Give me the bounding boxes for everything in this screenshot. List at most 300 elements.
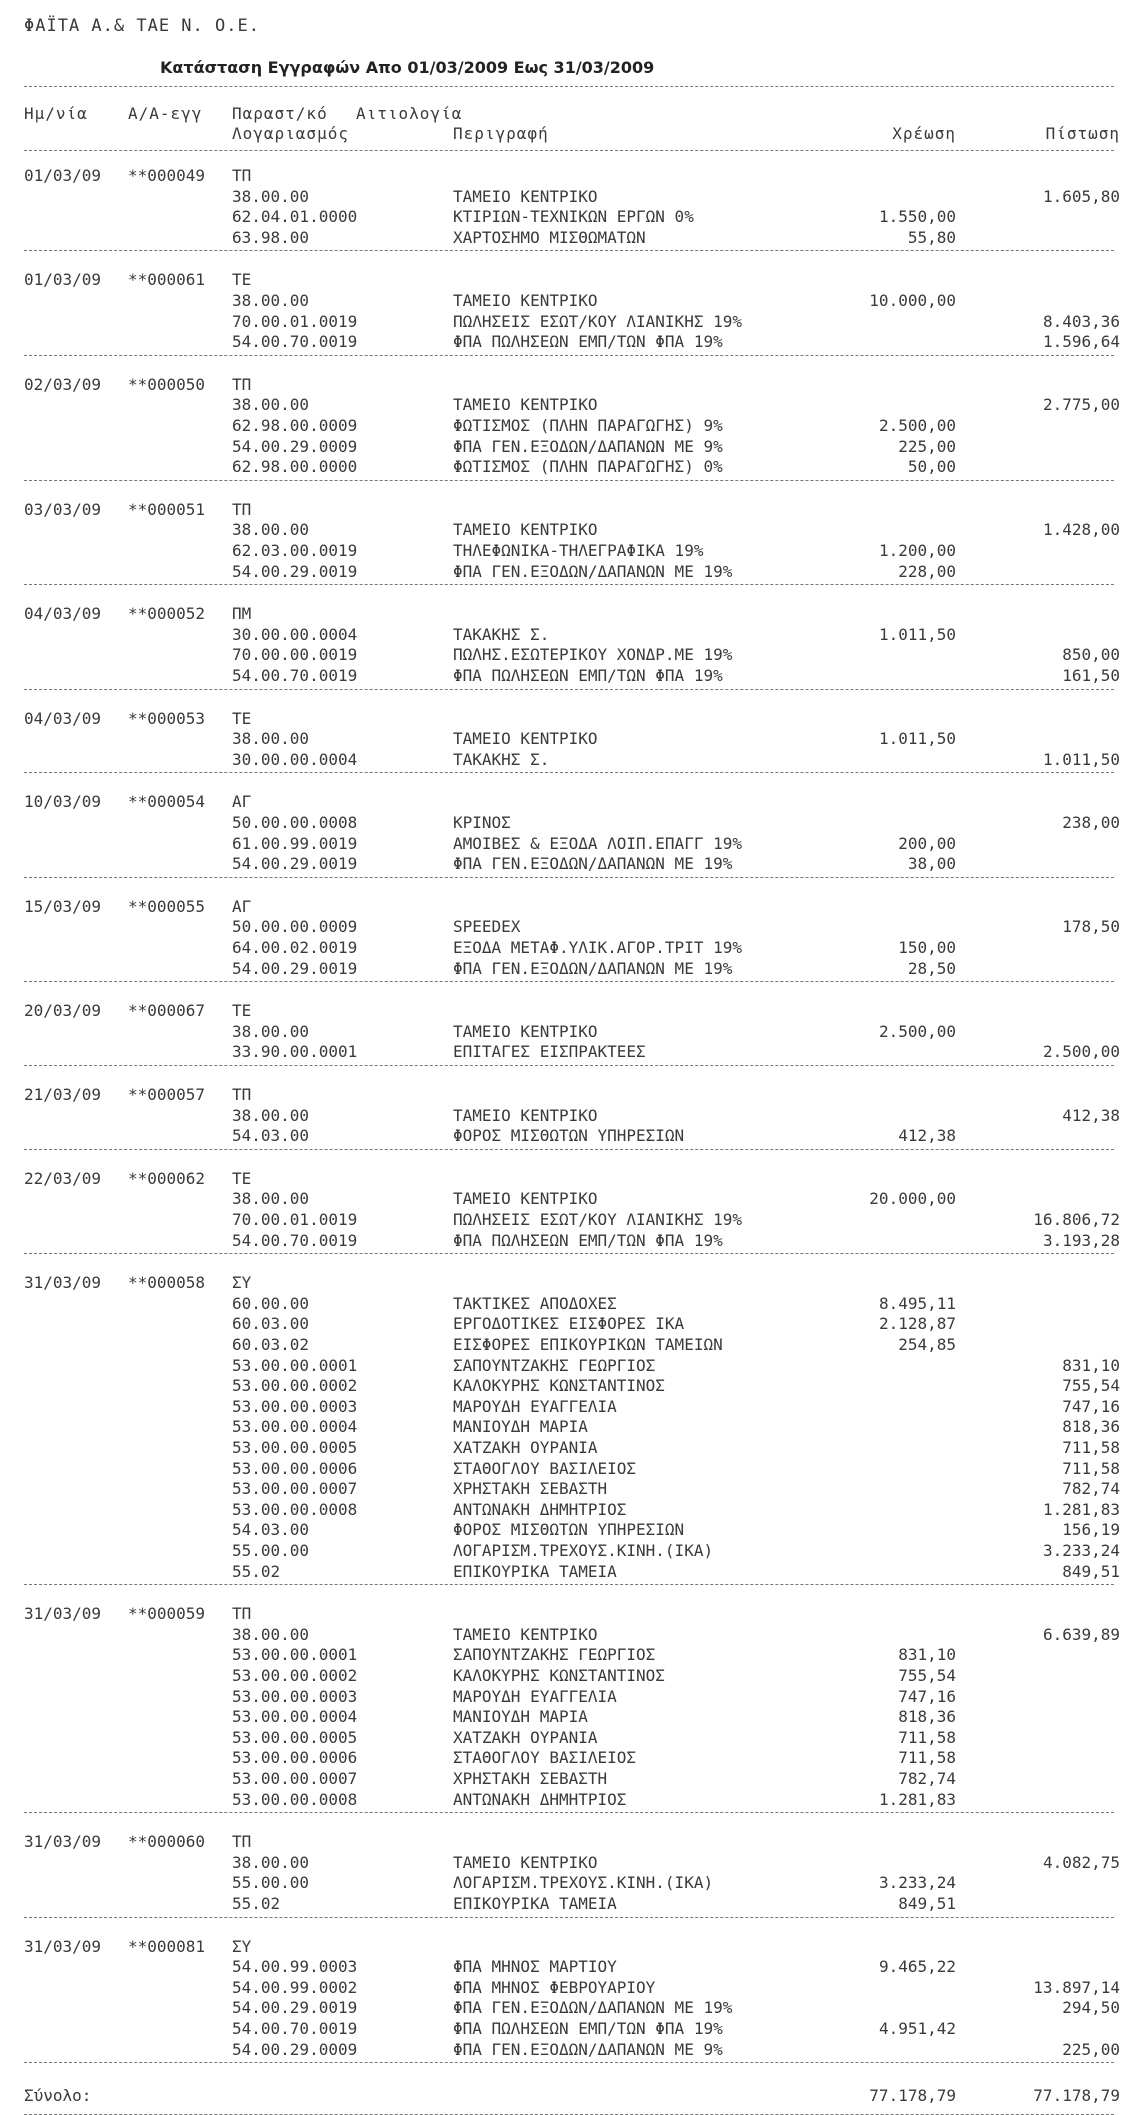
credit-amount: 2.500,00 — [1042, 1042, 1120, 1062]
entry-line — [0, 1998, 1136, 2018]
account-code: 54.00.29.0019 — [232, 958, 358, 978]
report-title: Κατάσταση Εγγραφών Απο 01/03/2009 Εως 31/03/2009 — [160, 58, 655, 77]
entry-line — [0, 520, 1136, 540]
debit-amount: 8.495,11 — [878, 1293, 956, 1313]
entry-line — [0, 457, 1136, 477]
entry-header — [0, 1001, 1136, 1021]
totals-row — [0, 2086, 1136, 2106]
entry-line — [0, 562, 1136, 582]
entry-line — [0, 1520, 1136, 1540]
account-description: ΕΠΙΚΟΥΡΙΚΑ ΤΑΜΕΙΑ — [453, 1894, 617, 1913]
entry-date: 31/03/09 — [24, 1273, 102, 1293]
debit-amount: 50,00 — [907, 457, 956, 477]
account-code: 55.02 — [232, 1561, 281, 1581]
divider — [24, 1812, 1114, 1813]
account-description: ΤΑΚΑΚΗΣ Σ. — [453, 624, 550, 644]
credit-amount: 156,19 — [1062, 1520, 1120, 1540]
account-description: ΚΑΛΟΚΥΡΗΣ ΚΩΝΣΤΑΝΤΙΝΟΣ — [453, 1666, 665, 1685]
entry-number: **000053 — [128, 708, 206, 728]
account-description: ΤΗΛΕΦΩΝΙΚΑ-ΤΗΛΕΓΡΑΦΙΚΑ 19% — [453, 541, 704, 560]
col-header-account: Λογαριασμός — [232, 124, 349, 143]
entry-date: 01/03/09 — [24, 166, 102, 185]
credit-amount: 178,50 — [1062, 917, 1120, 937]
divider — [24, 689, 1114, 690]
account-code: 62.98.00.0009 — [232, 416, 358, 435]
divider — [24, 1065, 1114, 1066]
entry-type: ΣΥ — [232, 1936, 252, 1956]
account-code: 53.00.00.0007 — [232, 1479, 358, 1499]
account-code: 38.00.00 — [232, 1624, 310, 1644]
col-header-description: Περιγραφή — [453, 124, 549, 143]
entry-header — [0, 1604, 1136, 1624]
account-code: 38.00.00 — [232, 1852, 310, 1872]
account-code: 60.00.00 — [232, 1293, 310, 1313]
account-code: 33.90.00.0001 — [232, 1042, 358, 1062]
entry-line — [0, 1541, 1136, 1561]
entry-number: **000057 — [128, 1085, 206, 1104]
debit-amount: 55,80 — [907, 227, 956, 247]
entry-line — [0, 416, 1136, 436]
account-description: ΜΑΡΟΥΔΗ ΕΥΑΓΓΕΛΙΑ — [453, 1686, 617, 1706]
entry-header — [0, 1085, 1136, 1105]
entry-line — [0, 1748, 1136, 1768]
entry-line — [0, 854, 1136, 874]
account-code: 38.00.00 — [232, 395, 310, 415]
entry-type: ΣΥ — [232, 1273, 252, 1293]
divider — [24, 355, 1114, 356]
account-code: 54.00.29.0009 — [232, 436, 358, 456]
entry-number: **000067 — [128, 1001, 206, 1021]
account-code: 50.00.00.0009 — [232, 917, 358, 937]
credit-amount: 3.193,28 — [1042, 1230, 1120, 1250]
account-description: ΜΑΡΟΥΔΗ ΕΥΑΓΓΕΛΙΑ — [453, 1396, 617, 1416]
account-code: 53.00.00.0008 — [232, 1499, 358, 1519]
account-code: 54.00.70.0019 — [232, 1230, 358, 1250]
entry-line — [0, 332, 1136, 352]
entry-number: **000081 — [128, 1936, 206, 1956]
entry-type: ΤΠ — [232, 1085, 252, 1104]
debit-amount: 1.281,83 — [878, 1789, 956, 1809]
account-code: 64.00.02.0019 — [232, 938, 358, 957]
account-description: ΦΩΤΙΣΜΟΣ (ΠΛΗΝ ΠΑΡΑΓΩΓΗΣ) 9% — [453, 416, 723, 435]
account-code: 54.00.99.0003 — [232, 1957, 358, 1977]
entry-line — [0, 1894, 1136, 1914]
account-description: ΠΩΛΗΣ.ΕΣΩΤΕΡΙΚΟΥ ΧΟΝΔΡ.ΜΕ 19% — [453, 645, 733, 665]
debit-amount: 1.011,50 — [878, 729, 956, 749]
entry-date: 03/03/09 — [24, 499, 102, 519]
account-code: 62.03.00.0019 — [232, 541, 358, 560]
entry-line — [0, 437, 1136, 457]
debit-amount: 2.500,00 — [878, 1021, 956, 1041]
debit-amount: 9.465,22 — [878, 1957, 956, 1977]
entry-line — [0, 813, 1136, 833]
entry-date: 22/03/09 — [24, 1168, 102, 1188]
entry-line — [0, 834, 1136, 854]
credit-amount: 13.897,14 — [1033, 1977, 1120, 1997]
entry-date: 04/03/09 — [24, 604, 102, 624]
account-description: ΕΠΙΤΑΓΕΣ ΕΙΣΠΡΑΚΤΕΕΣ — [453, 1042, 646, 1062]
credit-amount: 2.775,00 — [1042, 395, 1120, 415]
account-code: 63.98.00 — [232, 227, 310, 247]
entry-date: 31/03/09 — [24, 1832, 102, 1852]
account-code: 70.00.00.0019 — [232, 645, 358, 665]
debit-amount: 1.011,50 — [878, 624, 956, 644]
entry-line — [0, 1687, 1136, 1707]
account-code: 70.00.01.0019 — [232, 311, 358, 331]
account-description: ΦΠΑ ΓΕΝ.ΕΞΟΔΩΝ/ΔΑΠΑΝΩΝ ΜΕ 19% — [453, 561, 733, 581]
account-code: 53.00.00.0001 — [232, 1645, 358, 1665]
account-code: 53.00.00.0001 — [232, 1355, 358, 1375]
entry-number: **000062 — [128, 1168, 206, 1188]
account-description: ΦΠΑ ΠΩΛΗΣΕΩΝ ΕΜΠ/ΤΩΝ ΦΠΑ 19% — [453, 332, 723, 352]
col-header-reason: Αιτιολογία — [356, 104, 463, 123]
account-code: 60.03.02 — [232, 1335, 310, 1354]
account-code: 55.00.00 — [232, 1873, 310, 1893]
entry-line — [0, 312, 1136, 332]
entry-type: ΤΠ — [232, 374, 252, 394]
entry-line — [0, 1873, 1136, 1893]
debit-amount: 20.000,00 — [869, 1189, 956, 1209]
debit-amount: 711,58 — [898, 1727, 956, 1747]
entry-line — [0, 1294, 1136, 1314]
entry-line — [0, 1231, 1136, 1251]
entry-header — [0, 604, 1136, 624]
account-description: ΤΑΜΕΙΟ ΚΕΝΤΡΙΚΟ — [453, 395, 598, 415]
account-description: ΤΑΜΕΙΟ ΚΕΝΤΡΙΚΟ — [453, 1189, 598, 1209]
entry-header — [0, 709, 1136, 729]
account-code: 62.98.00.0000 — [232, 457, 358, 477]
account-description: ΦΠΑ ΠΩΛΗΣΕΩΝ ΕΜΠ/ΤΩΝ ΦΠΑ 19% — [453, 2019, 723, 2038]
account-description: ΦΠΑ ΜΗΝΟΣ ΦΕΒΡΟΥΑΡΙΟΥ — [453, 1977, 656, 1997]
entry-header — [0, 897, 1136, 917]
credit-amount: 3.233,24 — [1042, 1541, 1120, 1560]
debit-amount: 1.550,00 — [878, 207, 956, 227]
entry-line — [0, 187, 1136, 207]
divider — [24, 981, 1114, 982]
account-description: ΤΑΜΕΙΟ ΚΕΝΤΡΙΚΟ — [453, 729, 598, 749]
entry-line — [0, 1335, 1136, 1355]
entry-number: **000049 — [128, 166, 206, 185]
account-description: ΤΑΜΕΙΟ ΚΕΝΤΡΙΚΟ — [453, 1624, 598, 1644]
account-description: ΚΤΙΡΙΩΝ-ΤΕΧΝΙΚΩΝ ΕΡΓΩΝ 0% — [453, 207, 694, 227]
account-code: 54.03.00 — [232, 1520, 310, 1540]
account-description: ΦΠΑ ΠΩΛΗΣΕΩΝ ΕΜΠ/ΤΩΝ ΦΠΑ 19% — [453, 1230, 723, 1250]
entry-line — [0, 1459, 1136, 1479]
entry-date: 15/03/09 — [24, 896, 102, 916]
entry-line — [0, 291, 1136, 311]
debit-amount: 4.951,42 — [878, 2019, 956, 2038]
divider — [24, 772, 1114, 773]
entry-type: ΑΓ — [232, 792, 252, 812]
account-code: 38.00.00 — [232, 1105, 310, 1125]
account-code: 50.00.00.0008 — [232, 813, 358, 832]
account-code: 62.04.01.0000 — [232, 207, 358, 227]
credit-amount: 711,58 — [1062, 1438, 1120, 1457]
entry-line — [0, 1790, 1136, 1810]
divider — [24, 150, 1114, 151]
account-description: ΕΠΙΚΟΥΡΙΚΑ ΤΑΜΕΙΑ — [453, 1561, 617, 1581]
account-code: 70.00.01.0019 — [232, 1210, 358, 1229]
entry-line — [0, 541, 1136, 561]
entry-line — [0, 1562, 1136, 1582]
account-code: 53.00.00.0006 — [232, 1458, 358, 1478]
entry-line — [0, 1853, 1136, 1873]
account-description: ΧΑΡΤΟΣΗΜΟ ΜΙΣΘΩΜΑΤΩΝ — [453, 227, 646, 247]
debit-amount: 849,51 — [898, 1894, 956, 1913]
account-description: ΛΟΓΑΡΙΣΜ.ΤΡΕΧΟΥΣ.ΚΙΝΗ.(ΙΚΑ) — [453, 1541, 714, 1560]
credit-amount: 6.639,89 — [1042, 1624, 1120, 1644]
divider — [24, 1917, 1114, 1918]
entry-header — [0, 1937, 1136, 1957]
divider — [24, 1253, 1114, 1254]
entry-date: 31/03/09 — [24, 1604, 102, 1624]
col-header-num: Α/Α-εγγ — [128, 104, 203, 123]
credit-amount: 294,50 — [1062, 1998, 1120, 2018]
divider — [24, 480, 1114, 481]
credit-amount: 1.605,80 — [1042, 186, 1120, 206]
account-description: ΧΡΗΣΤΑΚΗ ΣΕΒΑΣΤΗ — [453, 1479, 608, 1499]
account-code: 30.00.00.0004 — [232, 749, 358, 769]
account-description: ΦΠΑ ΠΩΛΗΣΕΩΝ ΕΜΠ/ΤΩΝ ΦΠΑ 19% — [453, 666, 723, 685]
entry-line — [0, 1022, 1136, 1042]
account-description: ΣΑΠΟΥΝΤΖΑΚΗΣ ΓΕΩΡΓΙΟΣ — [453, 1355, 656, 1375]
entry-line — [0, 959, 1136, 979]
entry-header — [0, 375, 1136, 395]
account-description: ΧΑΤΖΑΚΗ ΟΥΡΑΝΙΑ — [453, 1438, 598, 1457]
credit-amount: 4.082,75 — [1042, 1852, 1120, 1872]
account-description: ΤΑΜΕΙΟ ΚΕΝΤΡΙΚΟ — [453, 186, 598, 206]
credit-amount: 782,74 — [1062, 1479, 1120, 1499]
credit-amount: 1.428,00 — [1042, 520, 1120, 540]
entry-line — [0, 1189, 1136, 1209]
account-code: 53.00.00.0002 — [232, 1376, 358, 1396]
account-code: 53.00.00.0003 — [232, 1396, 358, 1416]
account-description: ΤΑΜΕΙΟ ΚΕΝΤΡΙΚΟ — [453, 291, 598, 310]
debit-amount: 1.200,00 — [878, 541, 956, 560]
account-description: ΤΑΜΕΙΟ ΚΕΝΤΡΙΚΟ — [453, 1105, 598, 1125]
entry-header — [0, 1832, 1136, 1852]
entry-date: 21/03/09 — [24, 1085, 102, 1104]
entry-header — [0, 1273, 1136, 1293]
entry-line — [0, 1707, 1136, 1727]
account-description: ΠΩΛΗΣΕΙΣ ΕΣΩΤ/ΚΟΥ ΛΙΑΝΙΚΗΣ 19% — [453, 1210, 742, 1229]
credit-amount: 1.011,50 — [1042, 749, 1120, 769]
account-description: ΣΤΑΘΟΓΛΟΥ ΒΑΣΙΛΕΙΟΣ — [453, 1458, 637, 1478]
account-code: 53.00.00.0004 — [232, 1417, 358, 1437]
entry-line — [0, 917, 1136, 937]
entry-header — [0, 270, 1136, 290]
account-description: ΑΝΤΩΝΑΚΗ ΔΗΜΗΤΡΙΟΣ — [453, 1789, 627, 1809]
account-description: ΑΜΟΙΒΕΣ & ΕΞΟΔΑ ΛΟΙΠ.ΕΠΑΓΓ 19% — [453, 833, 742, 853]
credit-amount: 225,00 — [1062, 2039, 1120, 2059]
entry-type: ΤΠ — [232, 1832, 252, 1852]
account-code: 38.00.00 — [232, 729, 310, 749]
entry-number: **000061 — [128, 270, 206, 290]
entry-line — [0, 645, 1136, 665]
entry-line — [0, 666, 1136, 686]
account-description: ΦΩΤΙΣΜΟΣ (ΠΛΗΝ ΠΑΡΑΓΩΓΗΣ) 0% — [453, 457, 723, 477]
entry-line — [0, 1210, 1136, 1230]
debit-amount: 28,50 — [907, 958, 956, 978]
entry-line — [0, 1438, 1136, 1458]
account-code: 54.00.70.0019 — [232, 332, 358, 352]
divider — [24, 877, 1114, 878]
credit-amount: 747,16 — [1062, 1396, 1120, 1416]
account-description: ΠΩΛΗΣΕΙΣ ΕΣΩΤ/ΚΟΥ ΛΙΑΝΙΚΗΣ 19% — [453, 311, 742, 331]
entry-line — [0, 1376, 1136, 1396]
debit-amount: 412,38 — [898, 1126, 956, 1146]
account-description: ΧΡΗΣΤΑΚΗ ΣΕΒΑΣΤΗ — [453, 1769, 608, 1788]
account-code: 53.00.00.0004 — [232, 1707, 358, 1727]
account-description: ΚΡΙΝΟΣ — [453, 813, 511, 832]
divider — [24, 584, 1114, 585]
debit-amount: 711,58 — [898, 1748, 956, 1768]
divider — [24, 250, 1114, 251]
totals-credit: 77.178,79 — [1033, 2086, 1120, 2106]
entry-line — [0, 2040, 1136, 2060]
account-code: 38.00.00 — [232, 1021, 310, 1041]
entry-line — [0, 1500, 1136, 1520]
account-description: ΦΟΡΟΣ ΜΙΣΘΩΤΩΝ ΥΠΗΡΕΣΙΩΝ — [453, 1520, 685, 1540]
debit-amount: 747,16 — [898, 1686, 956, 1706]
account-description: ΤΑΜΕΙΟ ΚΕΝΤΡΙΚΟ — [453, 520, 598, 540]
account-code: 38.00.00 — [232, 186, 310, 206]
account-code: 38.00.00 — [232, 291, 310, 310]
account-description: ΕΞΟΔΑ ΜΕΤΑΦ.ΥΛΙΚ.ΑΓΟΡ.ΤΡΙΤ 19% — [453, 938, 742, 957]
entry-type: ΑΓ — [232, 896, 252, 916]
entry-line — [0, 1042, 1136, 1062]
debit-amount: 831,10 — [898, 1645, 956, 1665]
credit-amount: 831,10 — [1062, 1355, 1120, 1375]
entry-line — [0, 207, 1136, 227]
col-header-date: Ημ/νία — [24, 104, 88, 123]
account-code: 55.00.00 — [232, 1541, 310, 1560]
entry-line — [0, 1106, 1136, 1126]
entry-number: **000054 — [128, 792, 206, 812]
debit-amount: 10.000,00 — [869, 291, 956, 310]
account-description: ΤΑΚΤΙΚΕΣ ΑΠΟΔΟΧΕΣ — [453, 1293, 617, 1313]
account-description: ΦΠΑ ΜΗΝΟΣ ΜΑΡΤΙΟΥ — [453, 1957, 617, 1977]
account-code: 60.03.00 — [232, 1314, 310, 1334]
entry-line — [0, 1978, 1136, 1998]
account-description: ΛΟΓΑΡΙΣΜ.ΤΡΕΧΟΥΣ.ΚΙΝΗ.(ΙΚΑ) — [453, 1873, 714, 1893]
account-code: 53.00.00.0007 — [232, 1769, 358, 1788]
account-code: 54.00.29.0019 — [232, 561, 358, 581]
account-description: ΕΡΓΟΔΟΤΙΚΕΣ ΕΙΣΦΟΡΕΣ ΙΚΑ — [453, 1314, 685, 1334]
credit-amount: 1.596,64 — [1042, 332, 1120, 352]
entry-line — [0, 395, 1136, 415]
entry-header — [0, 792, 1136, 812]
divider — [24, 2062, 1114, 2063]
account-description: ΦΠΑ ΓΕΝ.ΕΞΟΔΩΝ/ΔΑΠΑΝΩΝ ΜΕ 19% — [453, 958, 733, 978]
entry-header — [0, 166, 1136, 186]
entry-type: ΠΜ — [232, 604, 252, 624]
account-code: 54.03.00 — [232, 1126, 310, 1146]
entry-number: **000055 — [128, 896, 206, 916]
debit-amount: 150,00 — [898, 938, 956, 957]
totals-debit: 77.178,79 — [869, 2086, 956, 2106]
credit-amount: 755,54 — [1062, 1376, 1120, 1396]
entry-date: 01/03/09 — [24, 270, 102, 290]
account-code: 53.00.00.0008 — [232, 1789, 358, 1809]
account-description: ΦΟΡΟΣ ΜΙΣΘΩΤΩΝ ΥΠΗΡΕΣΙΩΝ — [453, 1126, 685, 1146]
col-header-credit: Πίστωση — [1045, 124, 1120, 143]
entry-line — [0, 1126, 1136, 1146]
entry-header — [0, 500, 1136, 520]
account-code: 38.00.00 — [232, 520, 310, 540]
debit-amount: 818,36 — [898, 1707, 956, 1727]
account-code: 53.00.00.0005 — [232, 1438, 358, 1457]
company-name: ΦΑΪΤΑ Α.& ΤΑΕ Ν. Ο.Ε. — [24, 16, 260, 36]
debit-amount: 2.500,00 — [878, 416, 956, 435]
entry-line — [0, 1666, 1136, 1686]
entry-type: ΤΠ — [232, 499, 252, 519]
debit-amount: 228,00 — [898, 561, 956, 581]
col-header-debit: Χρέωση — [892, 124, 956, 143]
debit-amount: 755,54 — [898, 1666, 956, 1685]
account-description: ΕΙΣΦΟΡΕΣ ΕΠΙΚΟΥΡΙΚΩΝ ΤΑΜΕΙΩΝ — [453, 1335, 723, 1354]
account-description: ΜΑΝΙΟΥΔΗ ΜΑΡΙΑ — [453, 1707, 588, 1727]
credit-amount: 1.281,83 — [1042, 1499, 1120, 1519]
account-code: 54.00.99.0002 — [232, 1977, 358, 1997]
account-code: 55.02 — [232, 1894, 281, 1913]
account-description: ΧΑΤΖΑΚΗ ΟΥΡΑΝΙΑ — [453, 1727, 598, 1747]
debit-amount: 38,00 — [907, 854, 956, 874]
account-code: 61.00.99.0019 — [232, 833, 358, 853]
entry-line — [0, 1397, 1136, 1417]
entry-line — [0, 2019, 1136, 2039]
account-code: 54.00.70.0019 — [232, 2019, 358, 2038]
entry-date: 10/03/09 — [24, 792, 102, 812]
account-description: ΤΑΜΕΙΟ ΚΕΝΤΡΙΚΟ — [453, 1852, 598, 1872]
account-description: SPEEDEX — [453, 917, 521, 937]
account-description: ΣΤΑΘΟΓΛΟΥ ΒΑΣΙΛΕΙΟΣ — [453, 1748, 637, 1768]
entry-line — [0, 1769, 1136, 1789]
entry-date: 31/03/09 — [24, 1936, 102, 1956]
account-code: 54.00.29.0019 — [232, 1998, 358, 2018]
credit-amount: 711,58 — [1062, 1458, 1120, 1478]
account-code: 53.00.00.0002 — [232, 1666, 358, 1685]
debit-amount: 225,00 — [898, 436, 956, 456]
entry-line — [0, 1728, 1136, 1748]
entry-number: **000059 — [128, 1604, 206, 1624]
entry-line — [0, 1314, 1136, 1334]
entry-line — [0, 1417, 1136, 1437]
entry-line — [0, 1356, 1136, 1376]
entry-date: 02/03/09 — [24, 374, 102, 394]
entry-type: ΤΕ — [232, 1001, 252, 1021]
debit-amount: 3.233,24 — [878, 1873, 956, 1893]
entry-type: ΤΕ — [232, 270, 252, 290]
entry-number: **000051 — [128, 499, 206, 519]
entry-line — [0, 1479, 1136, 1499]
divider — [24, 1149, 1114, 1150]
account-description: ΚΑΛΟΚΥΡΗΣ ΚΩΝΣΤΑΝΤΙΝΟΣ — [453, 1376, 665, 1396]
col-header-type: Παραστ/κό — [232, 104, 328, 123]
account-code: 54.00.29.0009 — [232, 2039, 358, 2059]
account-description: ΦΠΑ ΓΕΝ.ΕΞΟΔΩΝ/ΔΑΠΑΝΩΝ ΜΕ 19% — [453, 1998, 733, 2018]
entry-number: **000052 — [128, 604, 206, 624]
account-code: 54.00.29.0019 — [232, 854, 358, 874]
account-code: 53.00.00.0005 — [232, 1727, 358, 1747]
account-description: ΣΑΠΟΥΝΤΖΑΚΗΣ ΓΕΩΡΓΙΟΣ — [453, 1645, 656, 1665]
entry-line — [0, 1645, 1136, 1665]
debit-amount: 782,74 — [898, 1769, 956, 1788]
credit-amount: 818,36 — [1062, 1417, 1120, 1437]
credit-amount: 161,50 — [1062, 666, 1120, 685]
entry-line — [0, 625, 1136, 645]
entry-type: ΤΕ — [232, 1168, 252, 1188]
